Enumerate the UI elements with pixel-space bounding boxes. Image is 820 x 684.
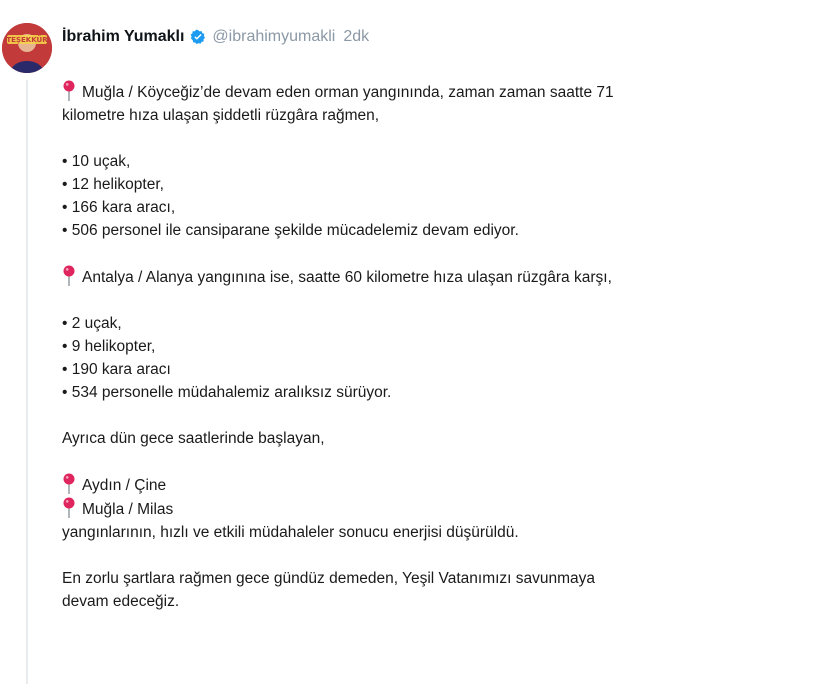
closing-line-1: En zorlu şartlara rağmen gece gündüz demeden, Yeşil Vatanımızı savunmaya — [62, 570, 596, 587]
tweet-body — [62, 80, 762, 613]
antalya-line: Antalya / Alanya yangınına ise, saatte 60 kilometre hıza ulaşan rüzgâra karşı, — [82, 269, 612, 286]
thread-line — [26, 80, 28, 684]
list-item: • 9 helikopter, — [62, 338, 156, 355]
text-line — [62, 265, 762, 289]
closing-line-2: devam edeceğiz. — [62, 593, 180, 610]
result-line: yangınlarının, hızlı ve etkili müdahaleler sonucu enerjisi düşürüldü. — [62, 524, 519, 541]
text-line — [62, 497, 762, 521]
tweet-header — [62, 26, 369, 48]
round-pushpin-icon — [62, 80, 76, 102]
also-line: Ayrıca dün gece saatlerinde başlayan, — [62, 430, 325, 447]
intro-line-1: Muğla / Köyceğiz’de devam eden orman yangınında, zaman zaman saatte 71 — [82, 84, 614, 101]
round-pushpin-icon — [62, 497, 76, 519]
author-handle[interactable]: @ibrahimyumakli — [212, 28, 336, 45]
place-aydin: Aydın / Çine — [82, 477, 167, 494]
round-pushpin-icon — [62, 473, 76, 495]
text-line — [62, 80, 762, 104]
list-item: • 534 personelle müdahalemiz aralıksız sürüyor. — [62, 384, 392, 401]
verified-badge-icon — [190, 29, 206, 45]
intro-line-2: kilometre hıza ulaşan şiddetli rüzgâra rağmen, — [62, 107, 380, 124]
avatar-photo-icon — [2, 23, 52, 73]
list-item: • 190 kara aracı — [62, 361, 171, 378]
author-name[interactable]: İbrahim Yumaklı — [62, 28, 185, 45]
list-item: • 12 helikopter, — [62, 176, 164, 193]
avatar[interactable] — [2, 23, 52, 73]
list-item: • 166 kara aracı, — [62, 199, 176, 216]
place-milas: Muğla / Milas — [82, 501, 174, 518]
list-item: • 2 uçak, — [62, 315, 122, 332]
list-item: • 506 personel ile cansiparane şekilde mücadelemiz devam ediyor. — [62, 222, 519, 239]
svg-text:TEŞEKKÜR: TEŞEKKÜR — [6, 36, 48, 44]
list-item: • 10 uçak, — [62, 153, 131, 170]
round-pushpin-icon — [62, 265, 76, 287]
text-line — [62, 473, 762, 497]
tweet-timestamp[interactable]: 2dk — [343, 28, 370, 45]
